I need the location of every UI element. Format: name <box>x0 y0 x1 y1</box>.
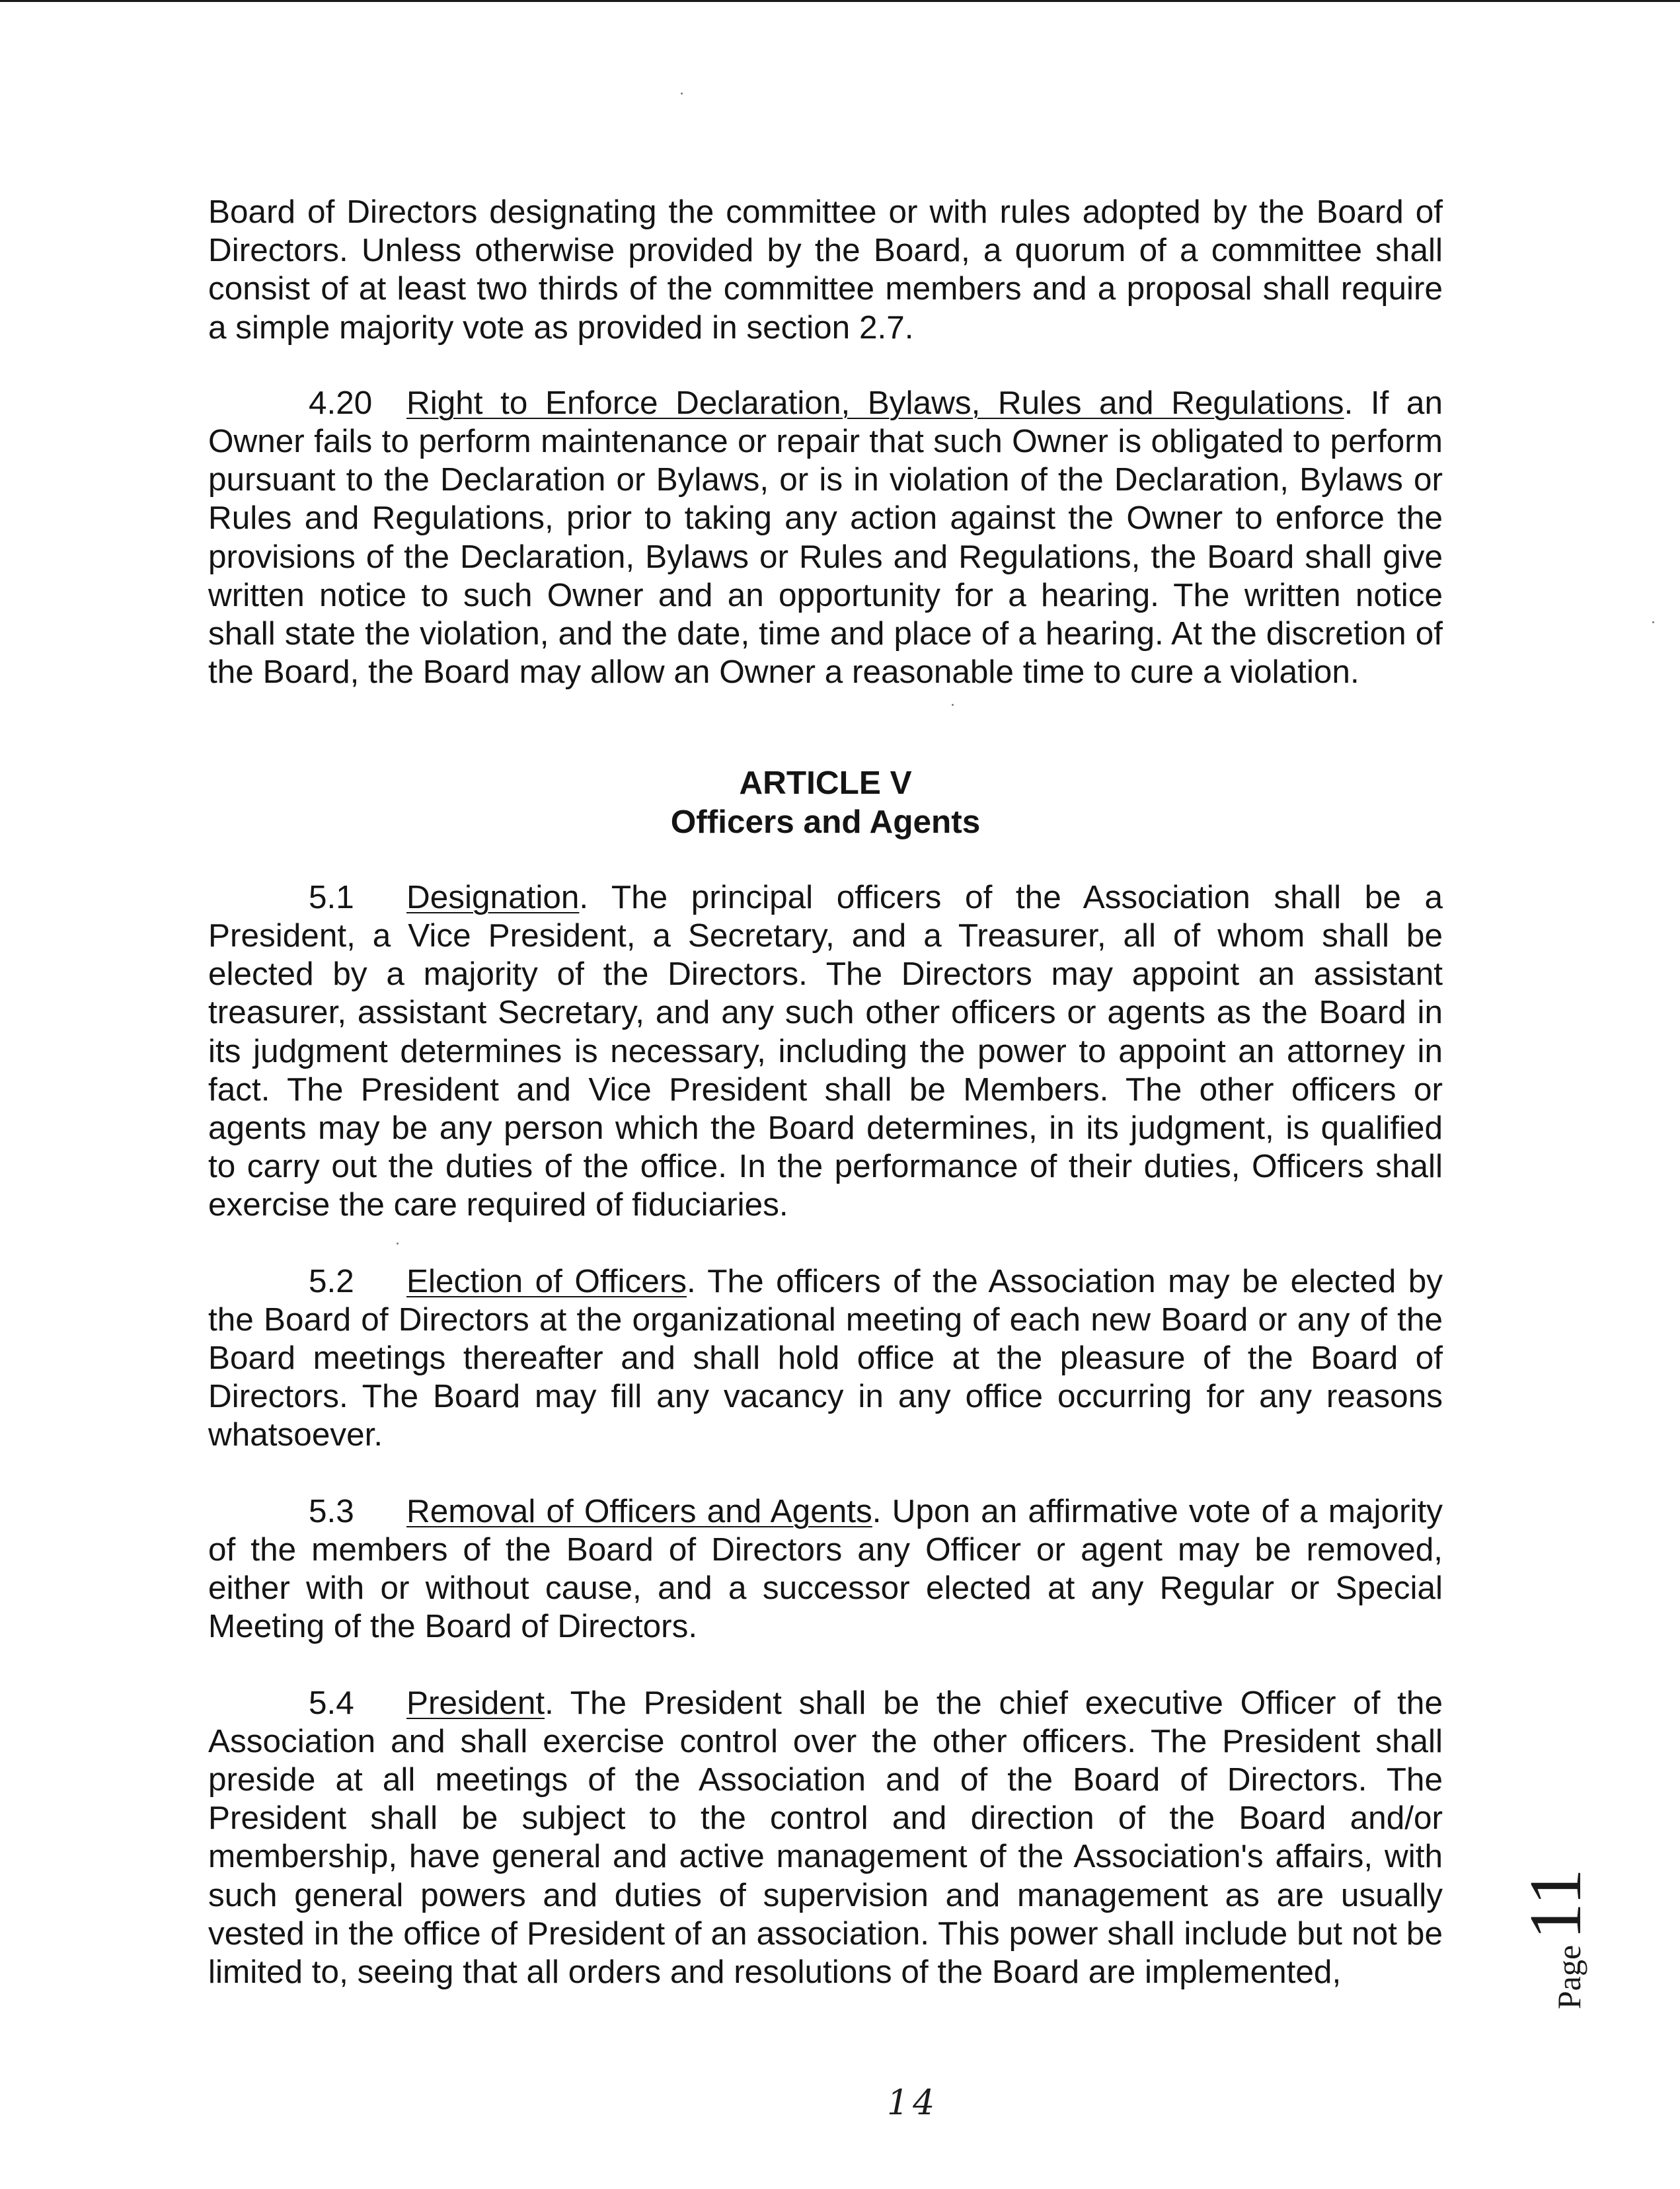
scan-speck <box>952 704 954 706</box>
section-number: 5.2 <box>309 1262 354 1299</box>
handwritten-page-number: 14 <box>887 2083 939 2123</box>
section-title: Right to Enforce Declaration, Bylaws, Rules and Regulations <box>406 384 1344 421</box>
section-5-4 <box>208 1684 1443 1992</box>
section-number: 5.1 <box>309 878 354 915</box>
section-5-2 <box>208 1262 1443 1455</box>
intro-paragraph: Board of Directors designating the committee or with rules adopted by the Board of Directors. Unless otherwise provided by the Board, a quorum of a committee shall consist of at least two thirds of the committee members and a proposal shall require a simple majority vote as provided in section 2.7. <box>208 194 1443 346</box>
section-body: . The officers of the Association may be elected by the Board of Directors at the organizational meeting of each new Board or any of the Board meetings thereafter and shall hold office at the pleasure of the Board of Directors. The Board may fill any vacancy in any office occurring for any reasons whatsoever. <box>208 1262 1443 1453</box>
section-body: . The President shall be the chief executive Officer of the Association and shall exercise control over the other officers. The President shall preside at all meetings of the Association and of the Board of Directors. The President shall be subject to the control and direction of the Board and/or membership, have general and active management of the Association's affairs, with such general powers and duties of supervision and management as are usually vested in the office of President of an association. This power shall include but not be limited to, seeing that all orders and resolutions of the Board are implemented, <box>208 1684 1443 1990</box>
document-body <box>208 193 1443 1991</box>
section-number: 5.4 <box>309 1684 354 1721</box>
section-title: President <box>406 1684 545 1721</box>
section-body: . Upon an affirmative vote of a majority of the members of the Board of Directors any Officer or agent may be removed, either with or without cause, and a successor elected at any Regular or Special Meeting of the Board of Directors. <box>208 1492 1443 1645</box>
section-5-3 <box>208 1492 1443 1646</box>
scan-speck <box>397 1243 399 1245</box>
article-subheading: Officers and Agents <box>670 803 981 840</box>
scan-speck <box>681 93 683 95</box>
page-top-edge <box>0 0 1680 2</box>
section-body: . If an Owner fails to perform maintenance or repair that such Owner is obligated to perform pursuant to the Declaration or Bylaws, or is in violation of the Declaration, Bylaws or Rules and Regulations, prior to taking any action against the Owner to enforce the provisions of the Declaration, Bylaws or Rules and Regulations, the Board shall give written notice to such Owner and an opportunity for a hearing. The written notice shall state the violation, and the date, time and place of a hearing. At the discretion of the Board, the Board may allow an Owner a reasonable time to cure a violation. <box>208 384 1443 691</box>
page-stamp-label: Page <box>1550 1944 1587 2009</box>
page-number-stamp <box>1515 1831 1618 2009</box>
page-stamp-number: 11 <box>1515 1868 1597 1940</box>
article-heading-block <box>208 764 1443 841</box>
section-body: . The principal officers of the Association shall be a President, a Vice President, a Secretary, and a Treasurer, all of whom shall be elected by a majority of the Directors. The Directors may appoint an assistant treasurer, assistant Secretary, and any such other officers or agents as the Board in its judgment determines is necessary, including the power to appoint an attorney in fact. The President and Vice President shall be Members. The other officers or agents may be any person which the Board determines, in its judgment, is qualified to carry out the duties of the office. In the performance of their duties, Officers shall exercise the care required of fiduciaries. <box>208 878 1443 1223</box>
section-title: Election of Officers <box>406 1262 687 1299</box>
section-number: 4.20 <box>309 384 373 421</box>
section-4-20 <box>208 384 1443 692</box>
article-heading: ARTICLE V <box>739 765 912 802</box>
section-number: 5.3 <box>309 1492 354 1529</box>
section-5-1 <box>208 878 1443 1225</box>
section-title: Removal of Officers and Agents <box>406 1492 872 1529</box>
scan-speck <box>1652 621 1654 623</box>
section-title: Designation <box>406 878 580 915</box>
